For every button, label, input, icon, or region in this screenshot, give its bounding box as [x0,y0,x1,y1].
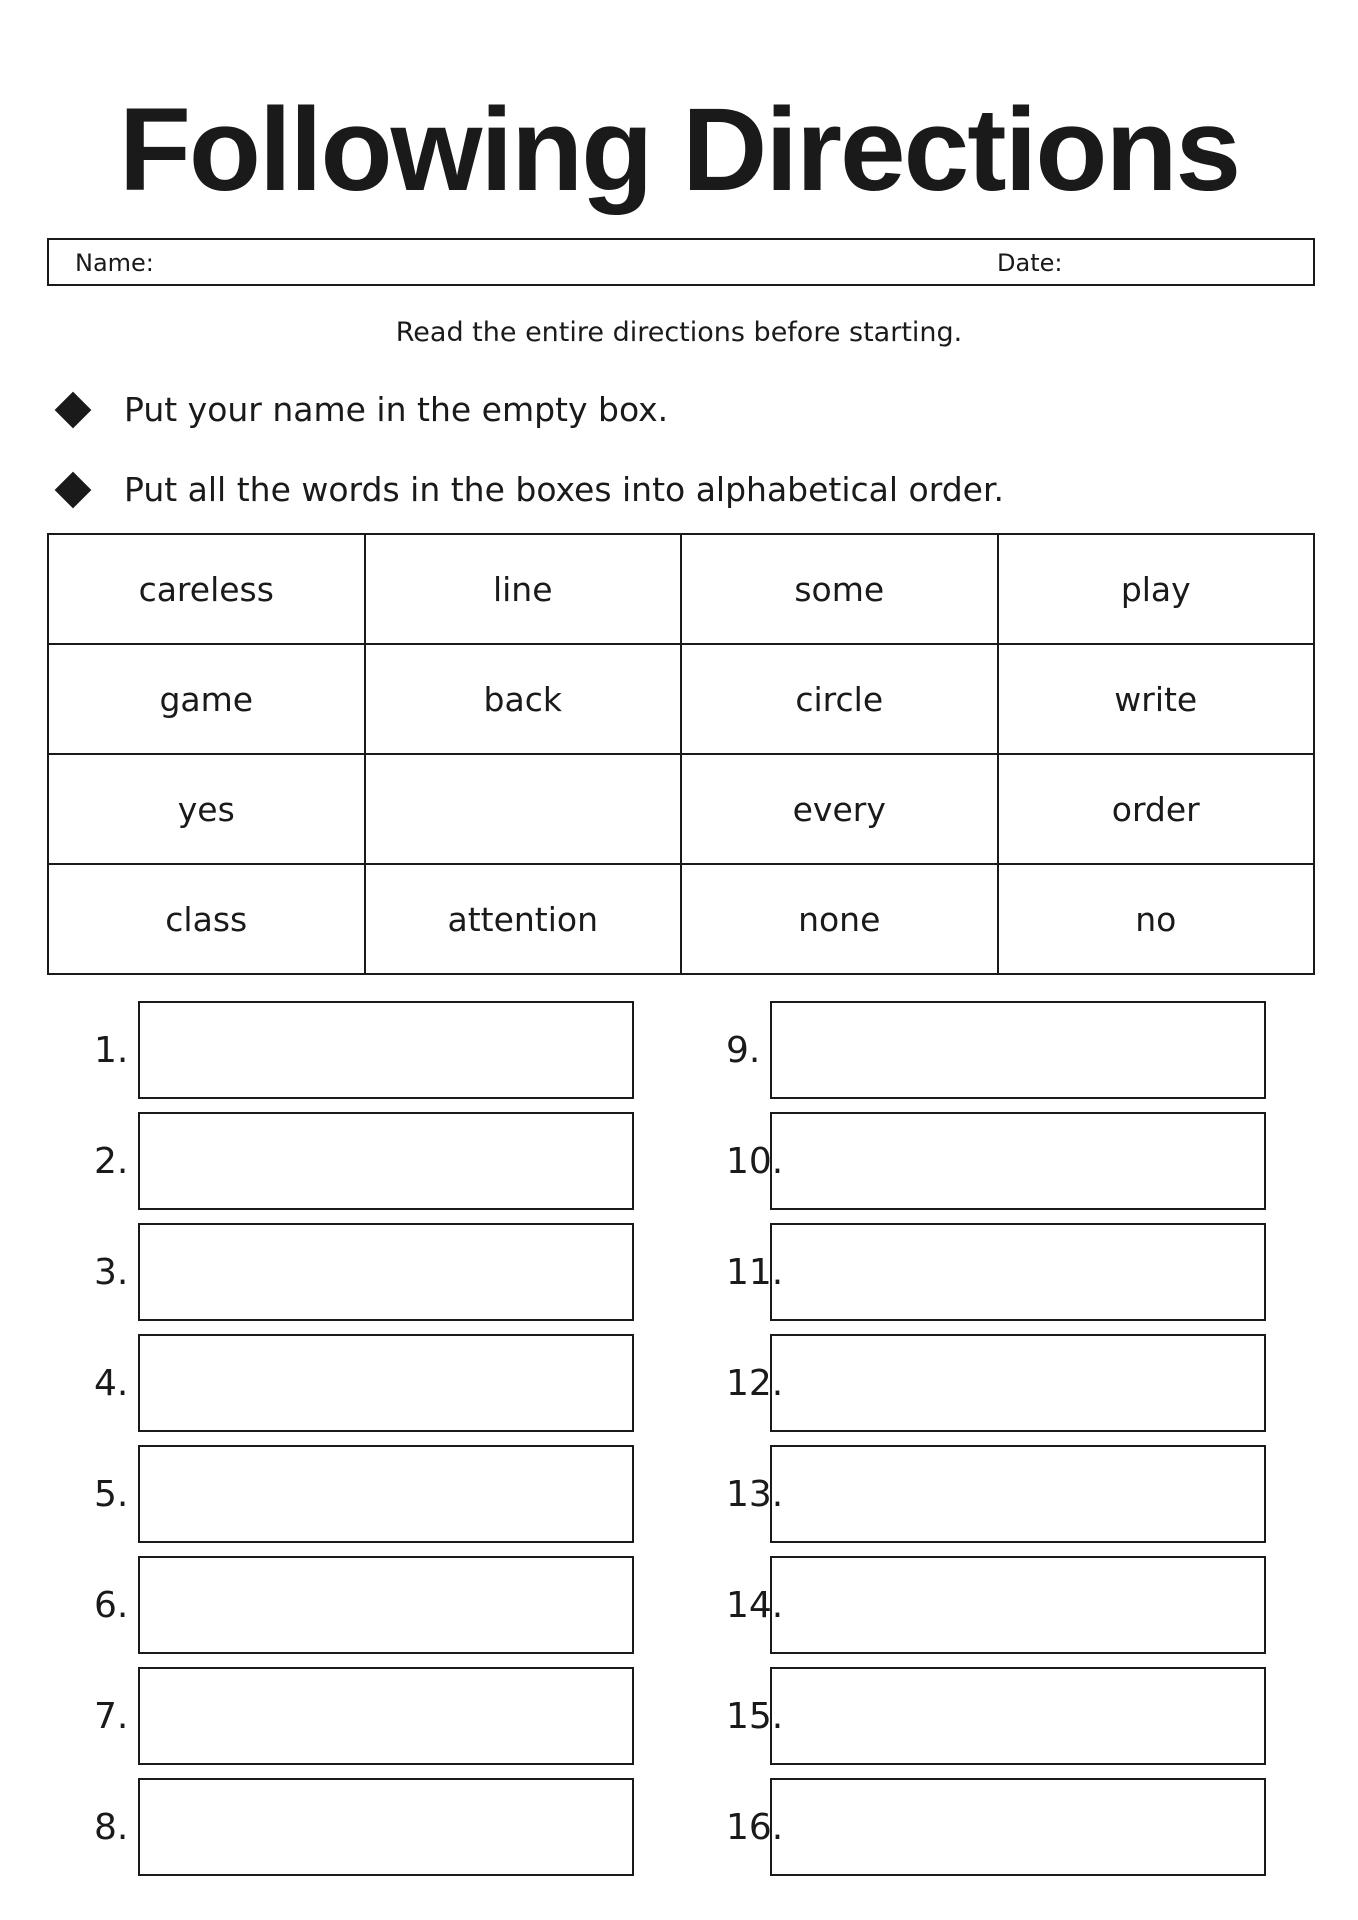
answer-column-left [94,1001,674,1889]
date-label: Date: [997,249,1063,277]
word-cell: class [48,864,365,974]
word-cell: every [681,754,998,864]
answer-box[interactable] [770,1445,1266,1543]
word-row [48,754,1314,864]
answer-row [94,1001,674,1112]
word-row [48,644,1314,754]
answer-number: 10. [726,1141,784,1182]
answer-box[interactable] [138,1556,634,1654]
answer-number: 4. [94,1363,129,1404]
diamond-bullet-icon [55,472,92,509]
instruction-text: Put your name in the empty box. [124,390,669,429]
answer-box[interactable] [138,1334,634,1432]
word-cell: no [998,864,1315,974]
word-cell: yes [48,754,365,864]
word-row [48,534,1314,644]
answer-row [94,1334,674,1445]
answer-number: 13. [726,1474,784,1515]
answer-box[interactable] [138,1778,634,1876]
answer-row [726,1667,1306,1778]
answer-number: 16. [726,1807,784,1848]
word-cell: attention [365,864,682,974]
answer-number: 8. [94,1807,129,1848]
answer-box[interactable] [138,1223,634,1321]
answer-column-right [726,1001,1306,1889]
answer-box[interactable] [770,1334,1266,1432]
word-cell: circle [681,644,998,754]
answer-number: 5. [94,1474,129,1515]
name-date-bar [47,238,1315,286]
empty-name-box[interactable] [365,754,682,864]
word-cell: none [681,864,998,974]
word-cell: line [365,534,682,644]
word-cell: some [681,534,998,644]
intro-text: Read the entire directions before starting. [395,317,963,348]
answer-row [726,1112,1306,1223]
answer-box[interactable] [770,1223,1266,1321]
instruction-1 [52,385,669,435]
answer-box[interactable] [138,1001,634,1099]
answer-number: 6. [94,1585,129,1626]
page-title: Following Directions [118,84,1240,216]
answer-number: 15. [726,1696,784,1737]
name-label: Name: [75,249,154,277]
answer-number: 11. [726,1252,784,1293]
answer-box[interactable] [138,1445,634,1543]
answer-number: 14. [726,1585,784,1626]
word-cell: play [998,534,1315,644]
answer-box[interactable] [138,1667,634,1765]
answer-row [726,1445,1306,1556]
diamond-bullet-icon [55,392,92,429]
answer-number: 3. [94,1252,129,1293]
answer-box[interactable] [770,1001,1266,1099]
answer-row [726,1556,1306,1667]
word-cell: back [365,644,682,754]
answer-row [94,1778,674,1889]
answer-box[interactable] [770,1556,1266,1654]
answer-box[interactable] [770,1112,1266,1210]
answer-number: 1. [94,1030,129,1071]
word-grid [47,533,1315,975]
answer-box[interactable] [770,1667,1266,1765]
word-cell: game [48,644,365,754]
answer-number: 7. [94,1696,129,1737]
answer-box[interactable] [138,1112,634,1210]
answer-number: 12. [726,1363,784,1404]
answer-row [726,1223,1306,1334]
instruction-text: Put all the words in the boxes into alphabetical order. [124,470,1005,509]
answer-row [94,1556,674,1667]
word-cell: order [998,754,1315,864]
word-cell: write [998,644,1315,754]
answer-box[interactable] [770,1778,1266,1876]
answer-row [94,1223,674,1334]
word-cell: careless [48,534,365,644]
answer-row [94,1445,674,1556]
answer-row [726,1778,1306,1889]
answer-number: 9. [726,1030,761,1071]
answer-row [726,1001,1306,1112]
answer-row [94,1667,674,1778]
word-row [48,864,1314,974]
answer-row [94,1112,674,1223]
instruction-2 [52,465,1005,515]
answer-row [726,1334,1306,1445]
answer-number: 2. [94,1141,129,1182]
